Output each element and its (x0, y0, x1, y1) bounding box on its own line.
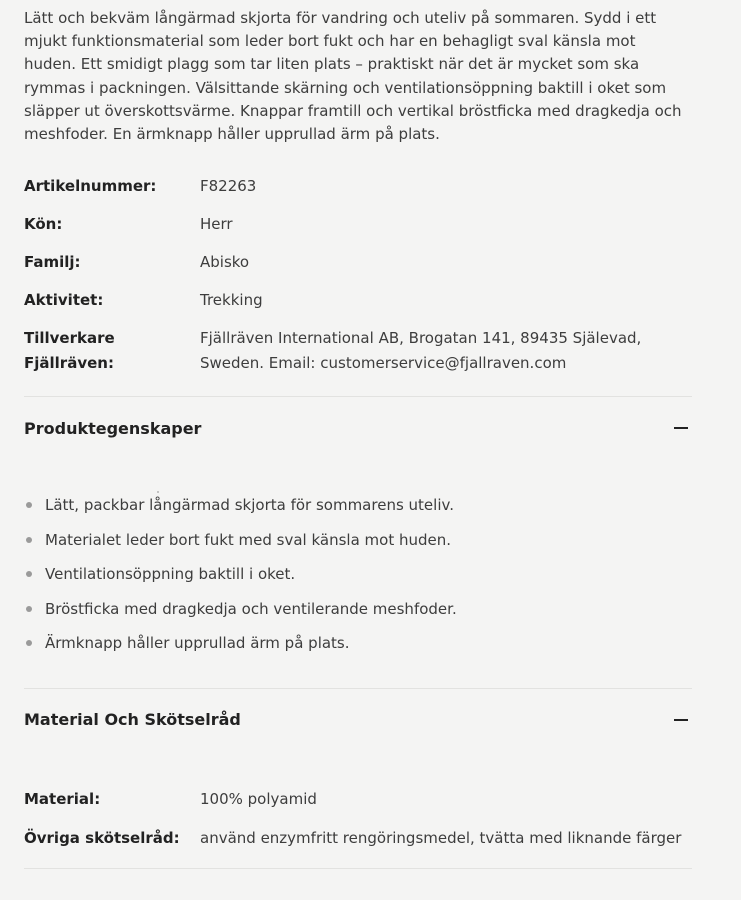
spec-row (24, 787, 692, 812)
feature-text: Lätt, packbar långärmad skjorta för sommarens uteliv. (45, 496, 454, 515)
list-item (24, 495, 692, 515)
bullet-icon (26, 640, 32, 646)
care-section-toggle[interactable] (24, 689, 692, 751)
feature-text: Ärmknapp håller upprullad ärm på plats. (45, 634, 350, 653)
spec-table (24, 174, 692, 376)
spec-label-article-number: Artikelnummer: (24, 177, 157, 196)
minus-icon[interactable] (674, 713, 688, 727)
spacer (24, 751, 692, 787)
spec-label-manufacturer: Tillverkare Fjällräven: (24, 329, 115, 373)
spec-row (24, 250, 692, 275)
bullet-icon (26, 606, 32, 612)
product-description: Lätt och bekväm långärmad skjorta för vandring och uteliv på sommaren. Sydd i ett mjukt funktionsmaterial som leder bort fukt och har en behagligt sval känsla mot huden. Ett smidigt plagg som tar liten plats – praktiskt när det är mycket som ska rymmas i packningen. Välsittande skärning och ventilationsöppning baktill i oket som släpper ut överskottsvärme. Knappar framtill och vertikal bröstficka med dragkedja och meshfoder. En ärmknapp håller upprullad ärm på plats. (24, 9, 682, 144)
spec-value-article-number: F82263 (200, 177, 257, 196)
care-label-other: Övriga skötselråd: (24, 828, 180, 847)
spacer (24, 459, 692, 495)
care-section-title: Material Och Skötselråd (24, 710, 241, 730)
divider (24, 868, 692, 869)
spec-row (24, 826, 692, 851)
spec-value-manufacturer: Fjällräven International AB, Brogatan 141, 89435 Själevad, Sweden. Email: customerservice@fjallraven.com (200, 329, 642, 373)
care-table (24, 787, 692, 851)
feature-text: Ventilationsöppning baktill i oket. (45, 565, 296, 584)
spec-row (24, 174, 692, 199)
spec-value-activity: Trekking (200, 291, 263, 310)
features-section-title: Produktegenskaper (24, 418, 202, 438)
spec-label-family: Familj: (24, 253, 81, 272)
care-value-other: använd enzymfritt rengöringsmedel, tvätta med liknande färger (200, 828, 682, 847)
spacer (24, 668, 692, 688)
list-item (24, 599, 692, 619)
spec-value-family: Abisko (200, 253, 250, 272)
spec-value-gender: Herr (200, 215, 233, 234)
bullet-icon (26, 537, 32, 543)
minus-icon[interactable] (674, 421, 688, 435)
product-details (24, 7, 692, 869)
features-list (24, 495, 692, 653)
stray-dot (157, 491, 159, 493)
bullet-icon (26, 571, 32, 577)
spec-label-gender: Kön: (24, 215, 63, 234)
care-value-material: 100% polyamid (200, 789, 317, 808)
list-item (24, 633, 692, 653)
bullet-icon (26, 502, 32, 508)
spec-row (24, 288, 692, 313)
list-item (24, 564, 692, 584)
spec-row (24, 212, 692, 237)
features-section-toggle[interactable] (24, 397, 692, 459)
spec-label-activity: Aktivitet: (24, 291, 104, 310)
spec-row (24, 326, 692, 376)
feature-text: Materialet leder bort fukt med sval känsla mot huden. (45, 530, 452, 549)
care-label-material: Material: (24, 789, 101, 808)
list-item (24, 530, 692, 550)
feature-text: Bröstficka med dragkedja och ventilerande meshfoder. (45, 599, 457, 618)
